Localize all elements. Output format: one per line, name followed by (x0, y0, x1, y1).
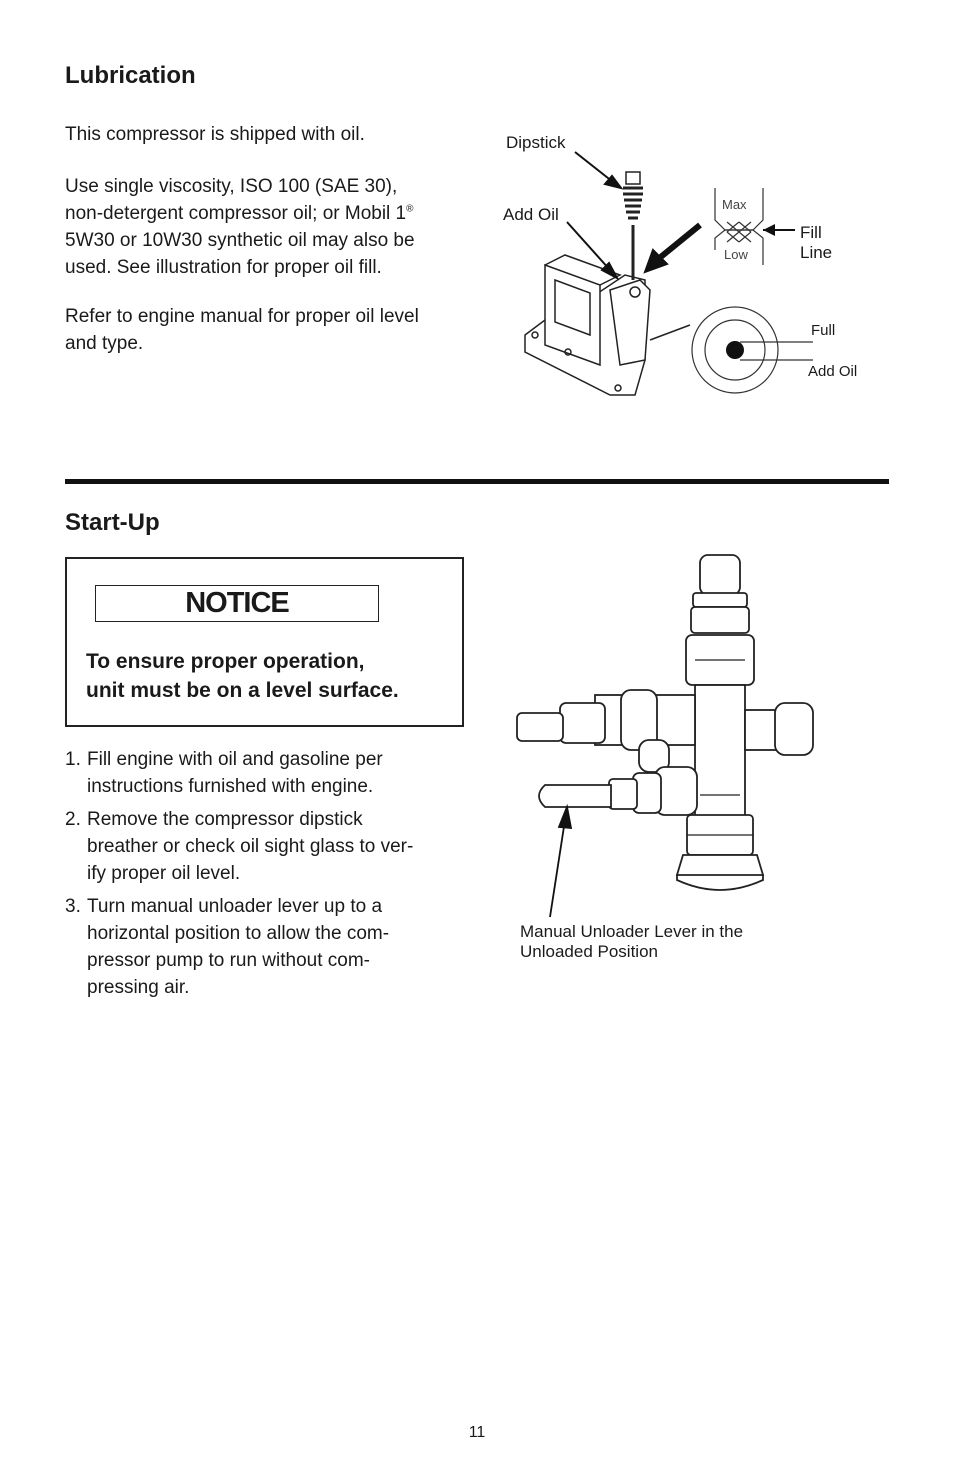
notice-line: To ensure proper operation, (86, 650, 365, 673)
section-heading-lubrication: Lubrication (65, 62, 196, 89)
engine-manual-line: and type. (65, 333, 144, 354)
low-label: Low (724, 247, 748, 262)
add-oil-label: Add Oil (503, 205, 559, 224)
lubrication-para-shipped: This compressor is shipped with oil. (65, 124, 365, 145)
sight-add-oil-label: Add Oil (808, 363, 858, 380)
oil-type-line: 5W30 or 10W30 synthetic oil may also be (65, 230, 415, 251)
full-label: Full (811, 322, 836, 339)
list-item (65, 806, 470, 887)
lubrication-para-engine-manual (65, 303, 485, 357)
fill-label: Fill (800, 223, 822, 242)
engine-manual-line: Refer to engine manual for proper oil level (65, 306, 419, 327)
oil-type-line: non-detergent compressor oil; or Mobil 1® (65, 203, 414, 224)
step-text: Remove the compressor dipstick breather or check oil sight glass to ver- ify proper oil level. (87, 809, 414, 884)
notice-box (65, 557, 464, 727)
oil-type-line: Use single viscosity, ISO 100 (SAE 30), (65, 176, 398, 197)
notice-message (86, 647, 456, 705)
section-divider (65, 479, 889, 484)
step-number: 3. (65, 896, 81, 917)
list-item (65, 893, 470, 1001)
oil-type-line: used. See illustration for proper oil fill. (65, 257, 382, 278)
startup-steps-list (65, 746, 470, 1007)
max-label: Max (722, 197, 747, 212)
list-item (65, 746, 470, 800)
step-text: Fill engine with oil and gasoline per instructions furnished with engine. (87, 749, 383, 797)
notice-label: NOTICE (95, 585, 379, 622)
step-number: 2. (65, 809, 81, 830)
lubrication-para-oil-type (65, 173, 475, 281)
step-number: 1. (65, 749, 81, 770)
registered-mark: ® (406, 203, 414, 215)
line-label: Line (800, 243, 833, 262)
dipstick-label: Dipstick (506, 133, 566, 152)
page-number: 11 (468, 1424, 486, 1441)
section-heading-startup: Start-Up (65, 509, 160, 536)
unloader-valve-illustration (505, 545, 845, 925)
unloader-caption: Manual Unloader Lever in the Unloaded Position (520, 922, 744, 961)
step-text: Turn manual unloader lever up to a horizontal position to allow the com- pressor pump to run without com- pressing air. (87, 896, 390, 998)
notice-line: unit must be on a level surface. (86, 679, 399, 702)
